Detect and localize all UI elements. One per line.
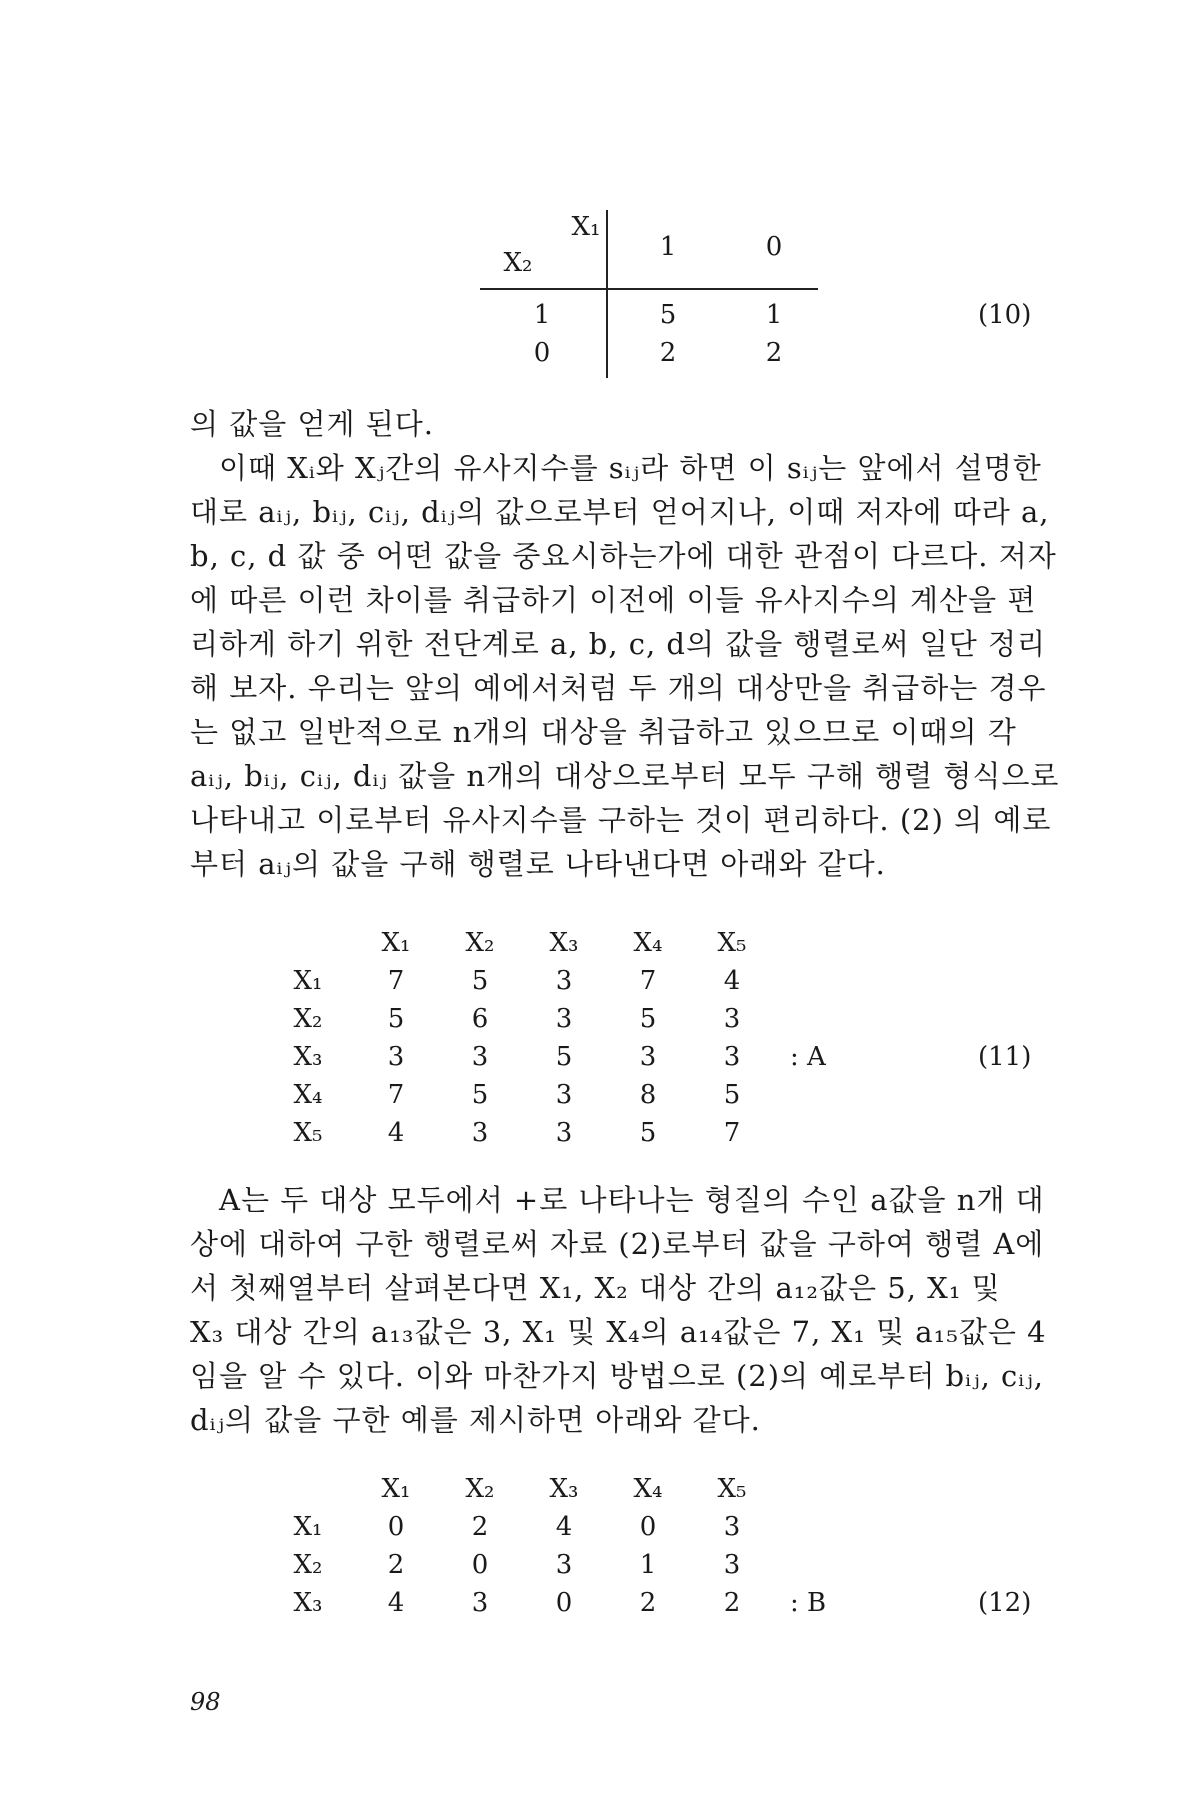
- row-label: X₁: [293, 966, 323, 996]
- row-label: X₃: [293, 1042, 323, 1072]
- text-line: aᵢⱼ, bᵢⱼ, cᵢⱼ, dᵢⱼ 값을 n개의 대상으로부터 모두 구해 행렬 형식으로: [190, 759, 1060, 793]
- text-line: 나타내고 이로부터 유사지수를 구하는 것이 편리하다. (2) 의 예로: [190, 803, 1052, 837]
- column-header: 1: [659, 232, 677, 262]
- matrix-cell: 7: [723, 1118, 741, 1148]
- row-label: X₁: [293, 1512, 323, 1542]
- matrix-cell: 1: [639, 1550, 657, 1580]
- matrix-cell: 7: [387, 966, 405, 996]
- matrix-cell: 3: [555, 1118, 573, 1148]
- matrix-cell: 5: [639, 1004, 657, 1034]
- row-label: X₂: [293, 1004, 323, 1034]
- text-line: 에 따른 이런 차이를 취급하기 이전에 이들 유사지수의 계산을 편: [190, 583, 1037, 617]
- matrix-cell: 4: [387, 1118, 405, 1148]
- column-header: X₁: [381, 1474, 411, 1504]
- matrix-cell: 3: [471, 1588, 489, 1618]
- table-cell: 5: [659, 300, 677, 330]
- matrix-cell: 3: [723, 1042, 741, 1072]
- column-header: X₁: [381, 928, 411, 958]
- row-label: X₂: [293, 1550, 323, 1580]
- matrix-cell: 0: [555, 1588, 573, 1618]
- table-cell: 2: [765, 338, 783, 368]
- column-header: X₃: [549, 928, 579, 958]
- column-header: X₄: [633, 1474, 663, 1504]
- matrix-cell: 3: [723, 1550, 741, 1580]
- matrix-cell: 2: [639, 1588, 657, 1618]
- matrix-cell: 3: [471, 1118, 489, 1148]
- matrix-cell: 0: [639, 1512, 657, 1542]
- text-line: 해 보자. 우리는 앞의 예에서처럼 두 개의 대상만을 취급하는 경우: [190, 671, 1047, 705]
- text-line: 이때 Xᵢ와 Xⱼ간의 유사지수를 sᵢⱼ라 하면 이 sᵢⱼ는 앞에서 설명한: [219, 451, 1042, 485]
- matrix-cell: 5: [723, 1080, 741, 1110]
- table-cell: 1: [765, 300, 783, 330]
- vertical-rule: [606, 210, 608, 378]
- row-label: X₅: [293, 1118, 323, 1148]
- column-header: X₃: [549, 1474, 579, 1504]
- matrix-cell: 5: [471, 966, 489, 996]
- horizontal-rule: [480, 288, 818, 290]
- matrix-cell: 5: [471, 1080, 489, 1110]
- text-line: 리하게 하기 위한 전단계로 a, b, c, d의 값을 행렬로써 일단 정리: [190, 627, 1047, 661]
- column-header: X₂: [465, 928, 495, 958]
- text-line: 대로 aᵢⱼ, bᵢⱼ, cᵢⱼ, dᵢⱼ의 값으로부터 얻어지나, 이때 저자에 따라 a,: [190, 495, 1050, 529]
- matrix-cell: 3: [555, 966, 573, 996]
- matrix-cell: 3: [639, 1042, 657, 1072]
- text-line: A는 두 대상 모두에서 +로 나타나는 형질의 수인 a값을 n개 대: [219, 1183, 1045, 1217]
- matrix-cell: 2: [471, 1512, 489, 1542]
- row-label: X₄: [293, 1080, 323, 1110]
- matrix-cell: 0: [387, 1512, 405, 1542]
- equation-number: (10): [978, 300, 1032, 330]
- equation-number: (12): [978, 1588, 1032, 1618]
- text-line: 임을 알 수 있다. 이와 마찬가지 방법으로 (2)의 예로부터 bᵢⱼ, cᵢⱼ,: [190, 1359, 1045, 1393]
- matrix-cell: 4: [387, 1588, 405, 1618]
- matrix-cell: 3: [723, 1004, 741, 1034]
- matrix-cell: 3: [723, 1512, 741, 1542]
- row-label: X₃: [293, 1588, 323, 1618]
- matrix-cell: 0: [471, 1550, 489, 1580]
- text-line: b, c, d 값 중 어떤 값을 중요시하는가에 대한 관점이 다르다. 저자: [190, 539, 1057, 573]
- matrix-cell: 4: [555, 1512, 573, 1542]
- column-header: 0: [765, 232, 783, 262]
- matrix-cell: 4: [723, 966, 741, 996]
- matrix-cell: 5: [555, 1042, 573, 1072]
- table-cell: 2: [659, 338, 677, 368]
- matrix-cell: 3: [387, 1042, 405, 1072]
- equation-number: (11): [978, 1042, 1032, 1072]
- column-header: X₅: [717, 1474, 747, 1504]
- matrix-cell: 5: [639, 1118, 657, 1148]
- text-line: dᵢⱼ의 값을 구한 예를 제시하면 아래와 같다.: [190, 1403, 761, 1437]
- matrix-cell: 8: [639, 1080, 657, 1110]
- matrix-cell: 3: [555, 1080, 573, 1110]
- paragraph-1: [190, 402, 1060, 886]
- matrix-cell: 2: [387, 1550, 405, 1580]
- page-number: 98: [190, 1688, 221, 1716]
- column-header: X₅: [717, 928, 747, 958]
- paragraph-2: [190, 1178, 1047, 1442]
- matrix-cell: 3: [555, 1004, 573, 1034]
- text-line: X₃ 대상 간의 a₁₃값은 3, X₁ 및 X₄의 a₁₄값은 7, X₁ 및 a₁₅값은 4: [190, 1315, 1047, 1349]
- column-header: X₂: [465, 1474, 495, 1504]
- text-line: 부터 aᵢⱼ의 값을 구해 행렬로 나타낸다면 아래와 같다.: [190, 847, 886, 881]
- column-header: X₄: [633, 928, 663, 958]
- matrix-name: : B: [790, 1588, 827, 1618]
- row-variable-label: X₂: [503, 248, 533, 278]
- matrix-cell: 3: [555, 1550, 573, 1580]
- text-line: 서 첫째열부터 살펴본다면 X₁, X₂ 대상 간의 a₁₂값은 5, X₁ 및: [190, 1271, 1001, 1305]
- row-label: 0: [533, 338, 551, 368]
- matrix-cell: 2: [723, 1588, 741, 1618]
- matrix-cell: 3: [471, 1042, 489, 1072]
- matrix-cell: 6: [471, 1004, 489, 1034]
- column-variable-label: X₁: [571, 212, 601, 242]
- text-line: 상에 대하여 구한 행렬로써 자료 (2)로부터 값을 구하여 행렬 A에: [190, 1227, 1045, 1261]
- matrix-name: : A: [790, 1042, 826, 1072]
- text-line: 의 값을 얻게 된다.: [190, 407, 434, 441]
- matrix-cell: 7: [639, 966, 657, 996]
- row-label: 1: [533, 300, 551, 330]
- matrix-cell: 7: [387, 1080, 405, 1110]
- text-line: 는 없고 일반적으로 n개의 대상을 취급하고 있으므로 이때의 각: [190, 715, 1017, 749]
- matrix-cell: 5: [387, 1004, 405, 1034]
